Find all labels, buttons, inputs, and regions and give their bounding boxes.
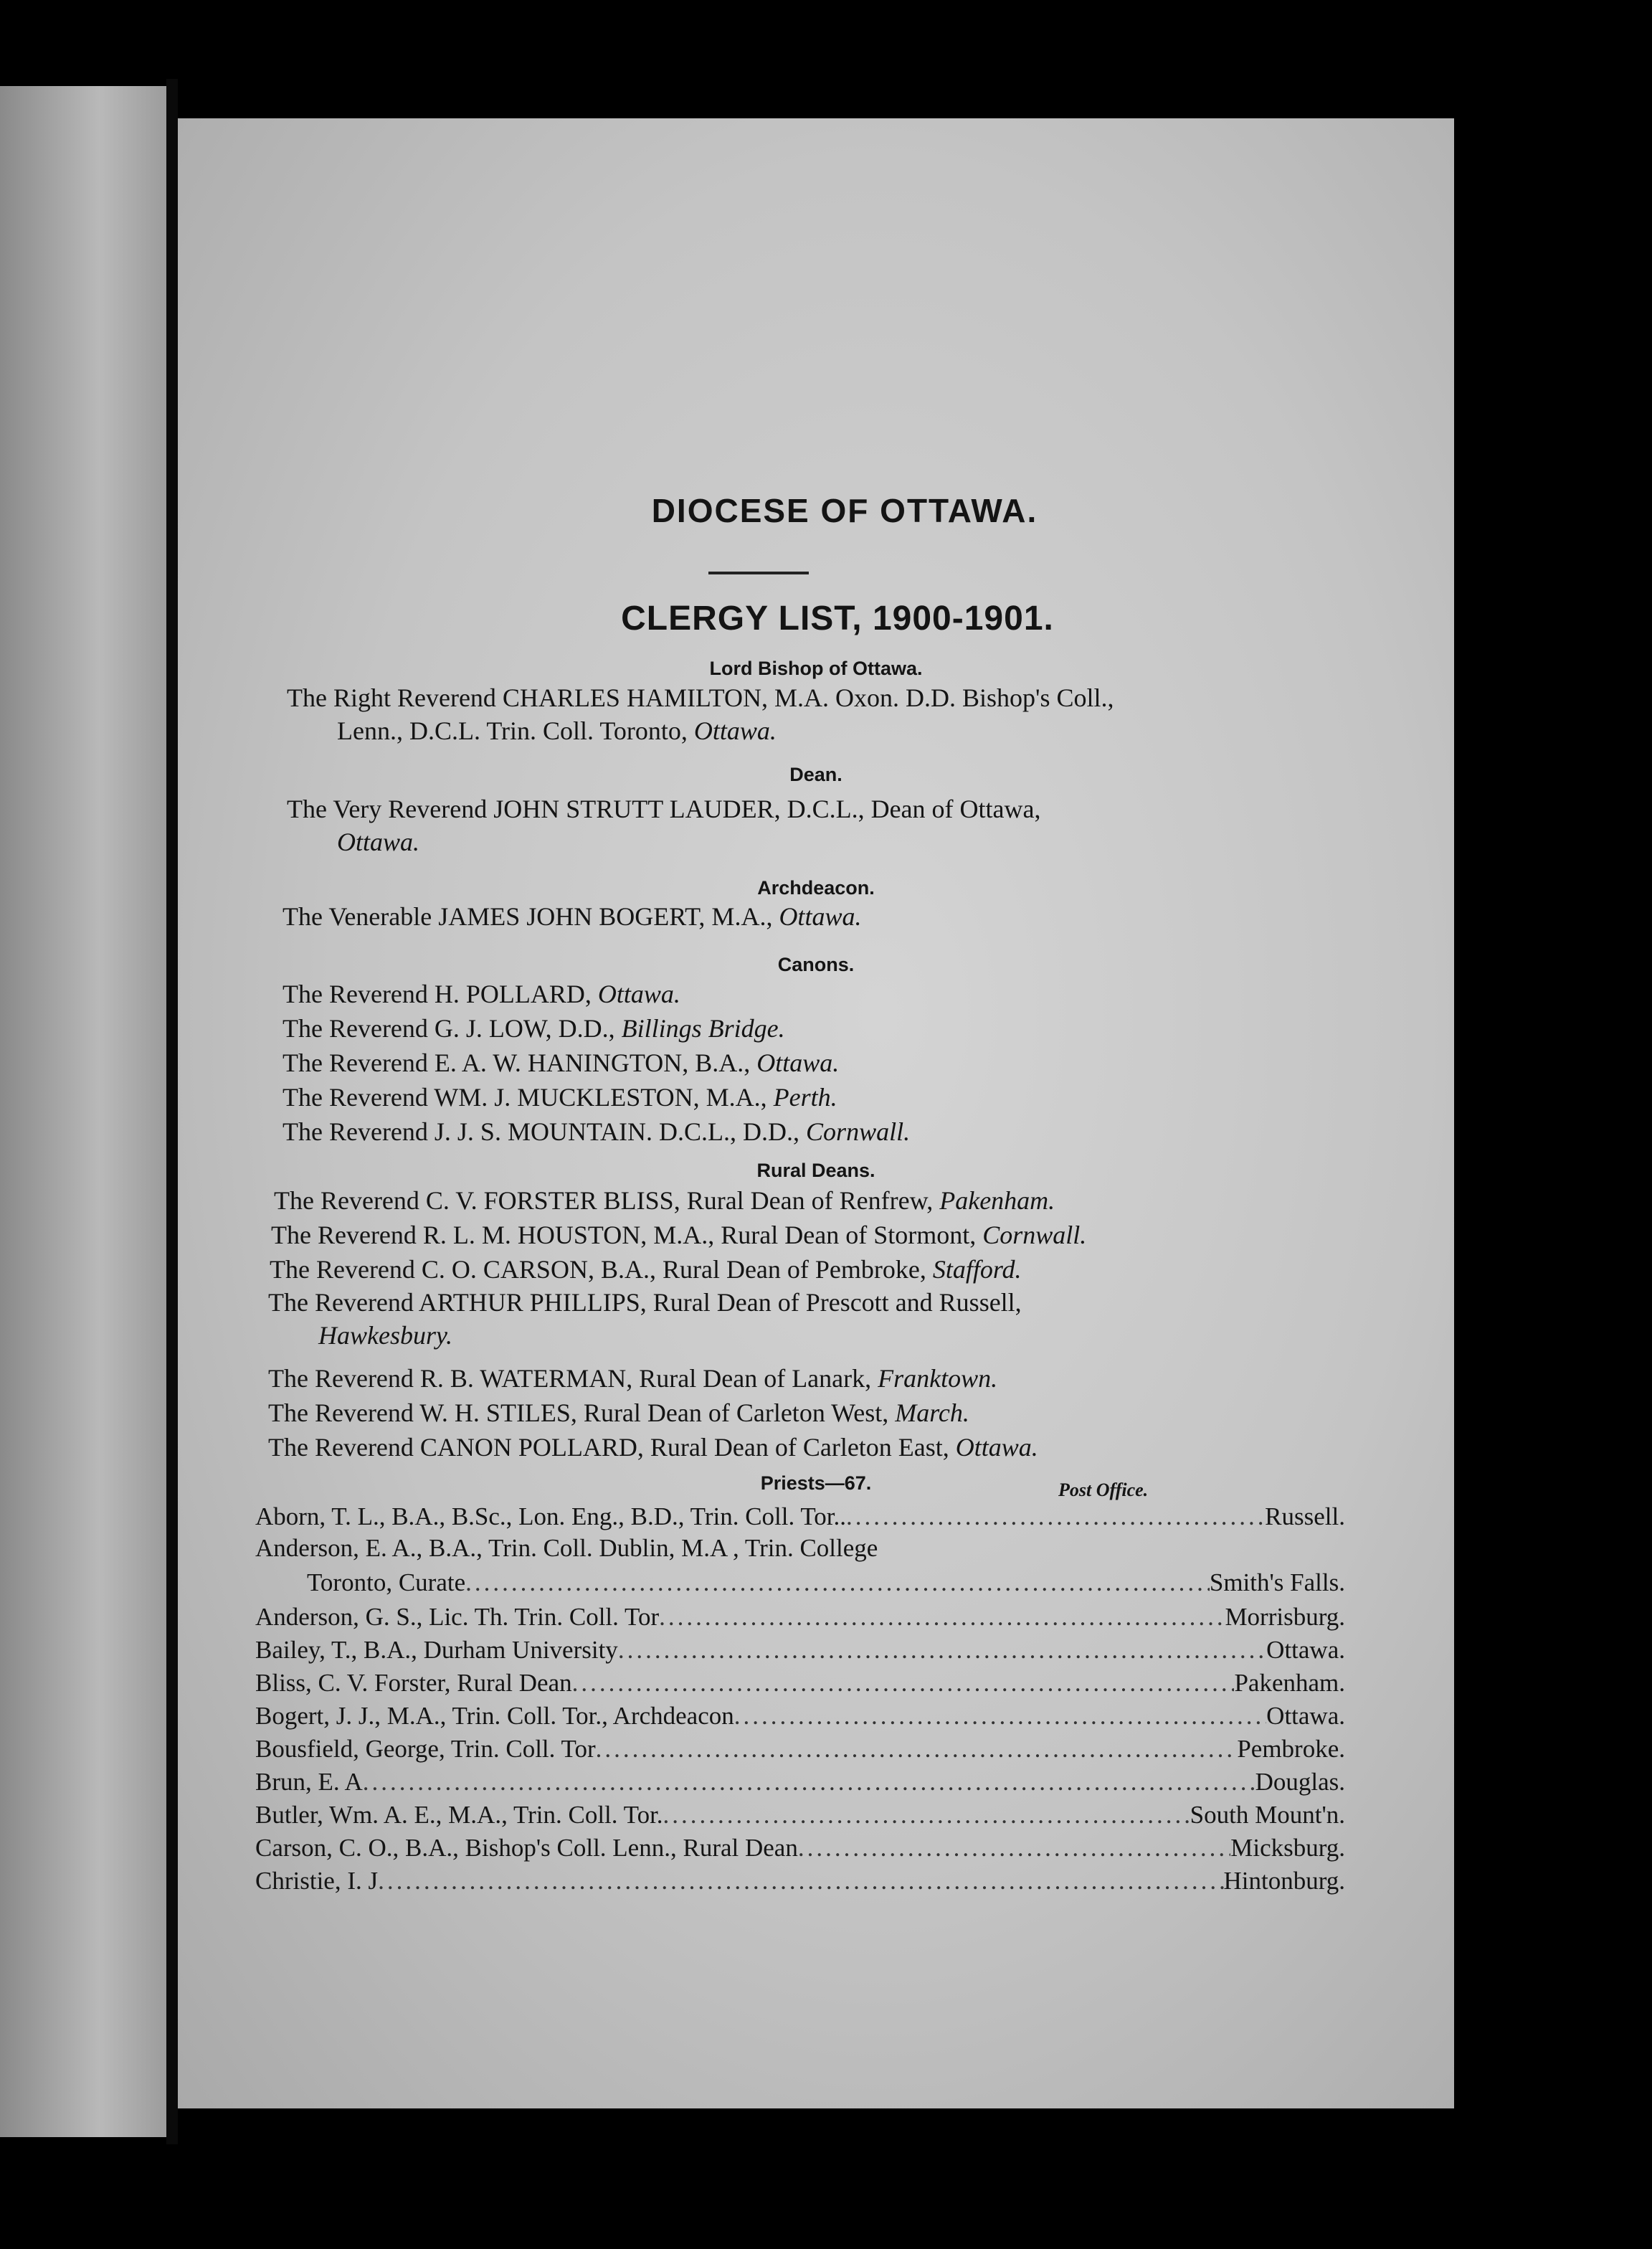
section-heading-dean: Dean. <box>789 764 842 785</box>
priest-entry: Toronto, Curate ..... Smith's Falls. <box>307 1568 1345 1597</box>
document-page <box>178 118 1454 2108</box>
rural-dean-entry: The Reverend R. B. WATERMAN, Rural Dean of Lanark, Franktown. <box>268 1364 998 1393</box>
section-heading-archdeacon: Archdeacon. <box>757 877 875 899</box>
priest-entry: Bliss, C. V. Forster, Rural Dean ..... Pakenham. <box>255 1669 1345 1698</box>
priest-entry: Bousfield, George, Trin. Coll. Tor ..... Pembroke. <box>255 1735 1345 1763</box>
canon-entry: The Reverend WM. J. MUCKLESTON, M.A., Perth. <box>283 1083 837 1112</box>
priest-entry: Butler, Wm. A. E., M.A., Trin. Coll. Tor. ..... South Mount'n. <box>255 1801 1345 1829</box>
priest-entry: Anderson, G. S., Lic. Th. Trin. Coll. Tor ..... Morrisburg. <box>255 1603 1345 1632</box>
priest-entry: Bailey, T., B.A., Durham University ..... Ottawa. <box>255 1636 1345 1665</box>
canon-entry: The Reverend G. J. LOW, D.D., Billings Bridge. <box>283 1014 785 1043</box>
bishop-line-2: Lenn., D.C.L. Trin. Coll. Toronto, Ottawa. <box>337 716 777 745</box>
adjacent-page-edge <box>0 86 166 2137</box>
rural-dean-entry: The Reverend R. L. M. HOUSTON, M.A., Rural Dean of Stormont, Cornwall. <box>271 1221 1087 1249</box>
bishop-entry <box>287 681 1405 747</box>
priest-entry: Brun, E. A ..... Douglas. <box>255 1768 1345 1796</box>
priest-entry: Aborn, T. L., B.A., B.Sc., Lon. Eng., B.D., Trin. Coll. Tor.. ..... Russell. <box>255 1502 1345 1531</box>
page-gutter <box>166 79 178 2144</box>
rural-dean-entry: The Reverend CANON POLLARD, Rural Dean of Carleton East, Ottawa. <box>268 1433 1038 1462</box>
rural-dean-entry: The Reverend C. V. FORSTER BLISS, Rural Dean of Renfrew, Pakenham. <box>274 1186 1055 1215</box>
dean-line-2: Ottawa. <box>337 828 420 856</box>
dean-line-1: The Very Reverend JOHN STRUTT LAUDER, D.C.L., Dean of Ottawa, <box>287 795 1041 823</box>
section-heading-rural-deans: Rural Deans. <box>756 1160 875 1181</box>
canon-entry: The Reverend H. POLLARD, Ottawa. <box>283 980 680 1008</box>
priest-entry: Carson, C. O., B.A., Bishop's Coll. Lenn., Rural Dean ..... Micksburg. <box>255 1834 1345 1862</box>
page-title: DIOCESE OF OTTAWA. <box>651 492 1038 529</box>
archdeacon-entry: The Venerable JAMES JOHN BOGERT, M.A., Ottawa. <box>283 902 862 931</box>
post-office-column-label: Post Office. <box>1058 1479 1149 1500</box>
rural-dean-entry: The Reverend ARTHUR PHILLIPS, Rural Dean of Prescott and Russell, Hawkesbury. <box>268 1288 1022 1350</box>
section-heading-priests: Priests—67. <box>760 1472 872 1494</box>
canon-entry: The Reverend E. A. W. HANINGTON, B.A., Ottawa. <box>283 1048 840 1077</box>
rural-dean-entry: The Reverend C. O. CARSON, B.A., Rural Dean of Pembroke, Stafford. <box>270 1255 1022 1284</box>
clergy-list-heading: CLERGY LIST, 1900-1901. <box>621 600 1054 638</box>
bishop-line-1: The Right Reverend CHARLES HAMILTON, M.A. Oxon. D.D. Bishop's Coll., <box>287 683 1114 712</box>
priest-entry: Christie, I. J ..... Hintonburg. <box>255 1867 1345 1895</box>
rural-dean-entry: The Reverend W. H. STILES, Rural Dean of Carleton West, March. <box>268 1398 969 1427</box>
title-divider <box>708 572 809 574</box>
section-heading-bishop: Lord Bishop of Ottawa. <box>709 658 923 679</box>
priest-entry-line-1: Anderson, E. A., B.A., Trin. Coll. Dublin, M.A , Trin. College <box>255 1534 878 1562</box>
canon-entry: The Reverend J. J. S. MOUNTAIN. D.C.L., D.D., Cornwall. <box>283 1117 911 1146</box>
dean-entry <box>287 792 1405 858</box>
section-heading-canons: Canons. <box>777 954 855 975</box>
priest-entry: Bogert, J. J., M.A., Trin. Coll. Tor., Archdeacon ..... Ottawa. <box>255 1702 1345 1730</box>
